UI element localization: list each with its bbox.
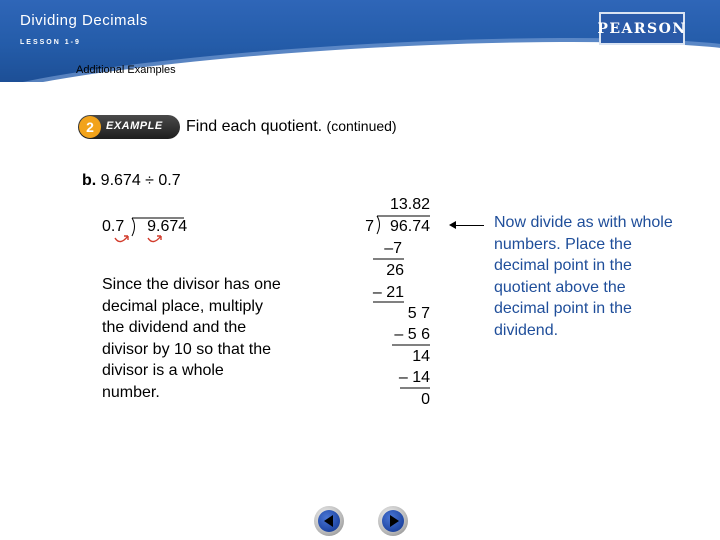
continued-label: (continued) xyxy=(326,118,397,134)
note-text: Now divide as with whole numbers. Place the decimal point in the quotient above the decimal point in the dividend. xyxy=(494,214,673,339)
step-8: 0 xyxy=(421,391,430,408)
problem-label: b. xyxy=(82,172,97,189)
move-arrow-dividend xyxy=(148,236,161,242)
pointer-arrow-line xyxy=(452,225,484,226)
pearson-logo: PEARSON xyxy=(599,12,685,45)
triangle-left-icon xyxy=(324,515,333,527)
division-bracket xyxy=(132,218,135,236)
instruction-text: Find each quotient. xyxy=(186,118,323,135)
calc-divisor: 7 xyxy=(365,218,374,235)
step-7: – 14 xyxy=(398,369,430,386)
example-number: 2 xyxy=(79,116,101,138)
setup-divisor: 0.7 xyxy=(102,218,125,235)
step-1: –7 xyxy=(384,240,402,257)
setup-dividend: 9.674 xyxy=(147,218,188,235)
problem-expression: 9.674 ÷ 0.7 xyxy=(100,172,181,189)
lesson-title: Dividing Decimals xyxy=(20,12,148,29)
arrow-left-icon xyxy=(449,221,456,229)
previous-button[interactable] xyxy=(314,506,344,536)
step-3: – 21 xyxy=(372,284,404,301)
lesson-number: LESSON 1-9 xyxy=(20,39,81,46)
example-label: EXAMPLE xyxy=(106,120,163,132)
next-button[interactable] xyxy=(378,506,408,536)
step-2: 26 xyxy=(386,262,404,279)
move-arrow-divisor xyxy=(115,236,128,242)
calc-dividend: 96.74 xyxy=(389,218,430,235)
next-button-face xyxy=(382,510,404,532)
step-5: – 5 6 xyxy=(394,326,430,343)
section-label: Additional Examples xyxy=(76,64,176,76)
step-4: 5 7 xyxy=(407,305,430,322)
course-label: Course 1 xyxy=(608,51,669,68)
previous-button-face xyxy=(318,510,340,532)
explanation-text: Since the divisor has one decimal place, multiply the dividend and the divisor by 10 so that the divisor is a whole number. xyxy=(102,276,281,401)
triangle-right-icon xyxy=(390,515,399,527)
step-6: 14 xyxy=(412,348,430,365)
quotient: 13.82 xyxy=(389,196,430,213)
